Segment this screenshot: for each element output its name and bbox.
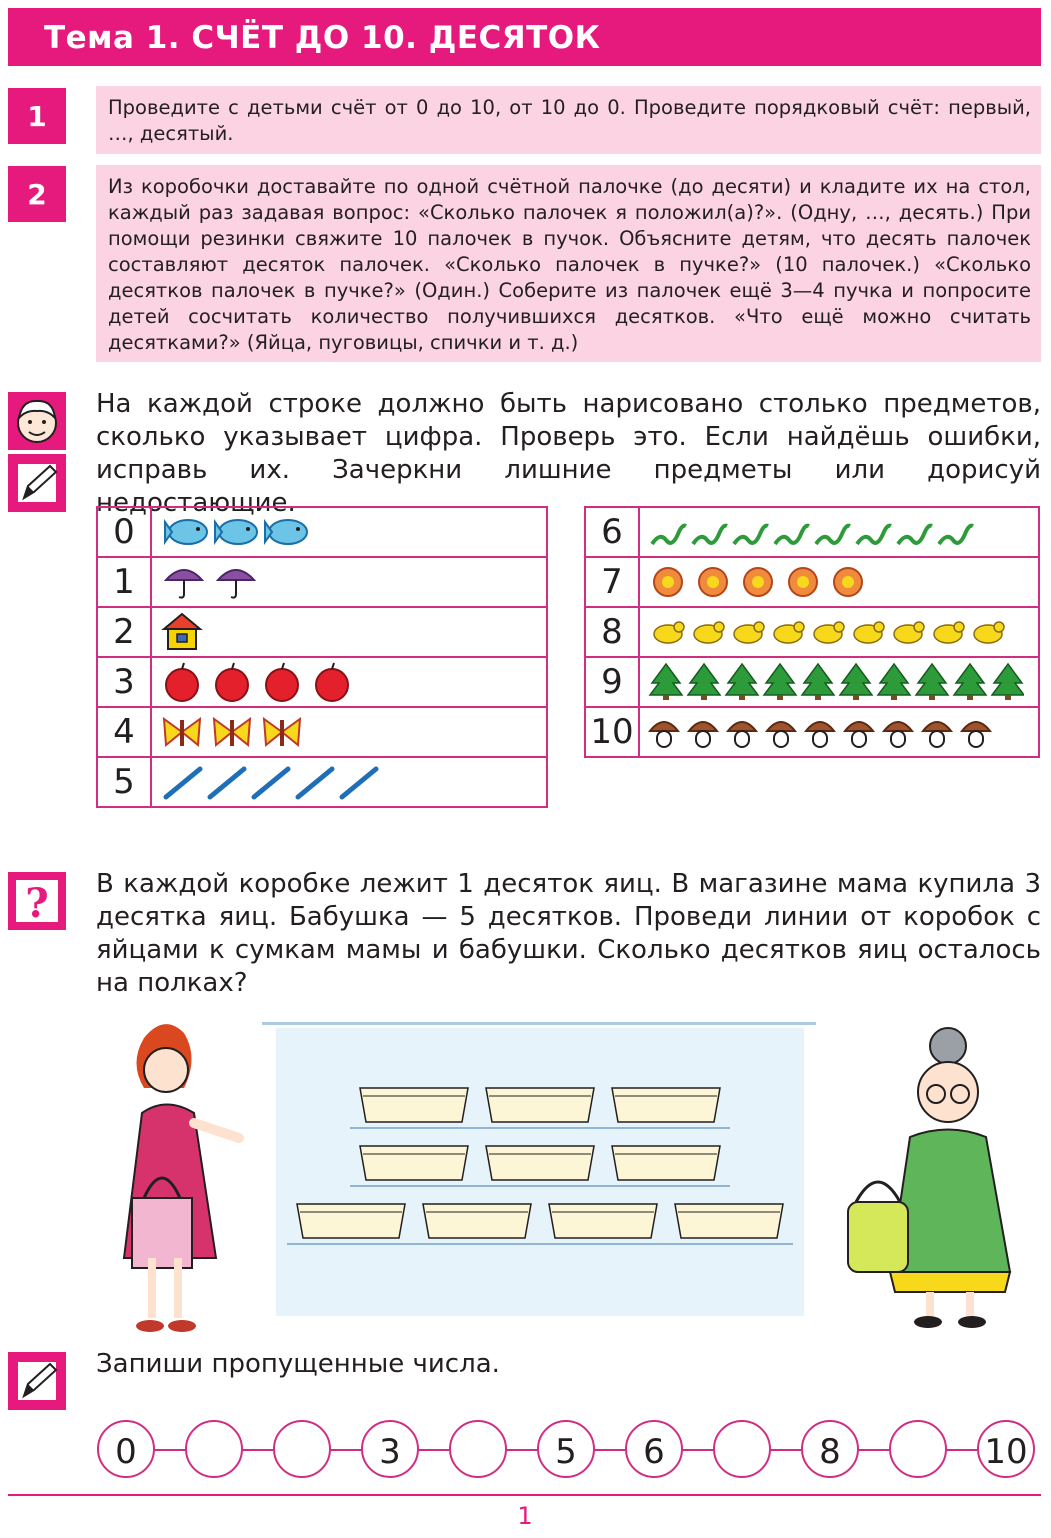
table-row [585,507,1039,557]
row-number: 6 [585,507,639,557]
table-row [97,507,547,557]
task-number-badge-2: 2 [8,166,66,222]
number-circle: 3 [361,1420,419,1478]
egg-box-shelves [276,1028,804,1316]
row-number: 10 [585,707,639,757]
row-number: 0 [97,507,151,557]
teacher-task-1 [96,86,1041,154]
grandmother-with-basket-illustration [840,1022,1020,1332]
row-pictures [151,607,547,657]
page-header [8,8,1041,66]
row-number: 5 [97,757,151,807]
number-circle-empty[interactable] [713,1420,771,1478]
egg-box[interactable] [360,1088,468,1122]
egg-box[interactable] [423,1204,531,1238]
flower-icon [648,562,874,602]
row-number: 2 [97,607,151,657]
shelf-top-line [262,1022,816,1025]
row-pictures [151,707,547,757]
egg-box[interactable] [486,1146,594,1180]
teacher-task-2-text: Из коробочки доставайте по одной счётной палочке (до десяти) и кладите их на стол, каждый раз задавая вопрос: «Сколько палочек я положил(а)?». (Одну, …, десять.) При помощи резинки свяжите 10 палочек в пучок. Объясните детям, что десять палочек составляют десяток палочек. «Сколько палочек в пучке?» (10 палочек.) «Сколько десятков палочек в пучке?» (Один.) Соберите из палочек ещё 3—4 пучка и попросите детей сосчитать количество получившихся десятков. «Что ещё можно считать десятками?» (Яйца, пуговицы, спички и т. д.) [108,175,1031,354]
egg-box[interactable] [360,1146,468,1180]
egg-box[interactable] [612,1146,720,1180]
exercise-2-instruction: В каждой коробке лежит 1 десяток яиц. В магазине мама купила 3 десятка яиц. Бабушка — 5 десятков. Проведи линии от коробок с яйцами к сумкам мамы и бабушки. Сколько десятков яиц осталось на полках? [96,869,1041,998]
umbrella-icon [160,562,270,602]
row-pictures [639,607,1039,657]
number-circle: 5 [537,1420,595,1478]
table-row [97,657,547,707]
table-row [585,657,1039,707]
number-circle-empty[interactable] [185,1420,243,1478]
number-circle-empty[interactable] [889,1420,947,1478]
table-row [97,707,547,757]
footer-divider [8,1494,1041,1496]
row-pictures [639,707,1039,757]
number-circle: 8 [801,1420,859,1478]
page-title: Тема 1. СЧЁТ ДО 10. ДЕСЯТОК [44,20,601,56]
shelf-area [276,1028,804,1316]
task-number-badge-1: 1 [8,88,66,144]
row-number: 1 [97,557,151,607]
egg-box[interactable] [297,1204,405,1238]
egg-box[interactable] [612,1088,720,1122]
table-row [585,557,1039,607]
exercise-3-instruction: Запиши пропущенные числа. [96,1349,500,1379]
row-number: 3 [97,657,151,707]
row-pictures [639,657,1039,707]
question-icon [8,872,66,930]
pencil-icon [8,1352,66,1410]
snake-icon [648,512,988,552]
pencil-item-icon [160,761,390,803]
row-pictures [639,557,1039,607]
boy-face-icon [8,392,66,450]
table-row [585,607,1039,657]
number-circle: 10 [977,1420,1035,1478]
teacher-task-2 [96,165,1041,362]
number-circle: 0 [97,1420,155,1478]
exercise-1-instruction: На каждой строке должно быть нарисовано столько предметов, сколько указывает цифра. Проверь это. Если найдёшь ошибки, исправь их. Зачеркни лишние предметы или дорисуй недостающие. [96,389,1041,518]
house-icon [160,611,204,653]
svg-text:?: ? [25,880,49,927]
pencil-icon [8,454,66,512]
egg-box[interactable] [486,1088,594,1122]
fish-icon [160,512,310,552]
number-circle-empty[interactable] [273,1420,331,1478]
counting-table-left [96,506,548,808]
row-pictures [151,507,547,557]
table-row [97,607,547,657]
row-pictures [639,507,1039,557]
egg-box[interactable] [675,1204,783,1238]
table-row [97,557,547,607]
counting-table-right [584,506,1040,758]
butterfly-icon [160,711,314,753]
number-circle-empty[interactable] [449,1420,507,1478]
row-number: 7 [585,557,639,607]
tree-icon [648,661,1024,703]
row-number: 4 [97,707,151,757]
number-circle: 6 [625,1420,683,1478]
bird-icon [648,612,1018,652]
page-number: 1 [517,1502,533,1530]
egg-box[interactable] [549,1204,657,1238]
apple-icon [160,661,360,703]
row-pictures [151,757,547,807]
teacher-task-1-text: Проведите с детьми счёт от 0 до 10, от 10 до 0. Проведите порядковый счёт: первый, …, десятый. [108,96,1031,145]
row-number: 9 [585,657,639,707]
row-pictures [151,557,547,607]
mushroom-icon [648,711,998,753]
girl-with-bag-illustration [104,1018,254,1338]
row-number: 8 [585,607,639,657]
table-row [585,707,1039,757]
table-row [97,757,547,807]
row-pictures [151,657,547,707]
